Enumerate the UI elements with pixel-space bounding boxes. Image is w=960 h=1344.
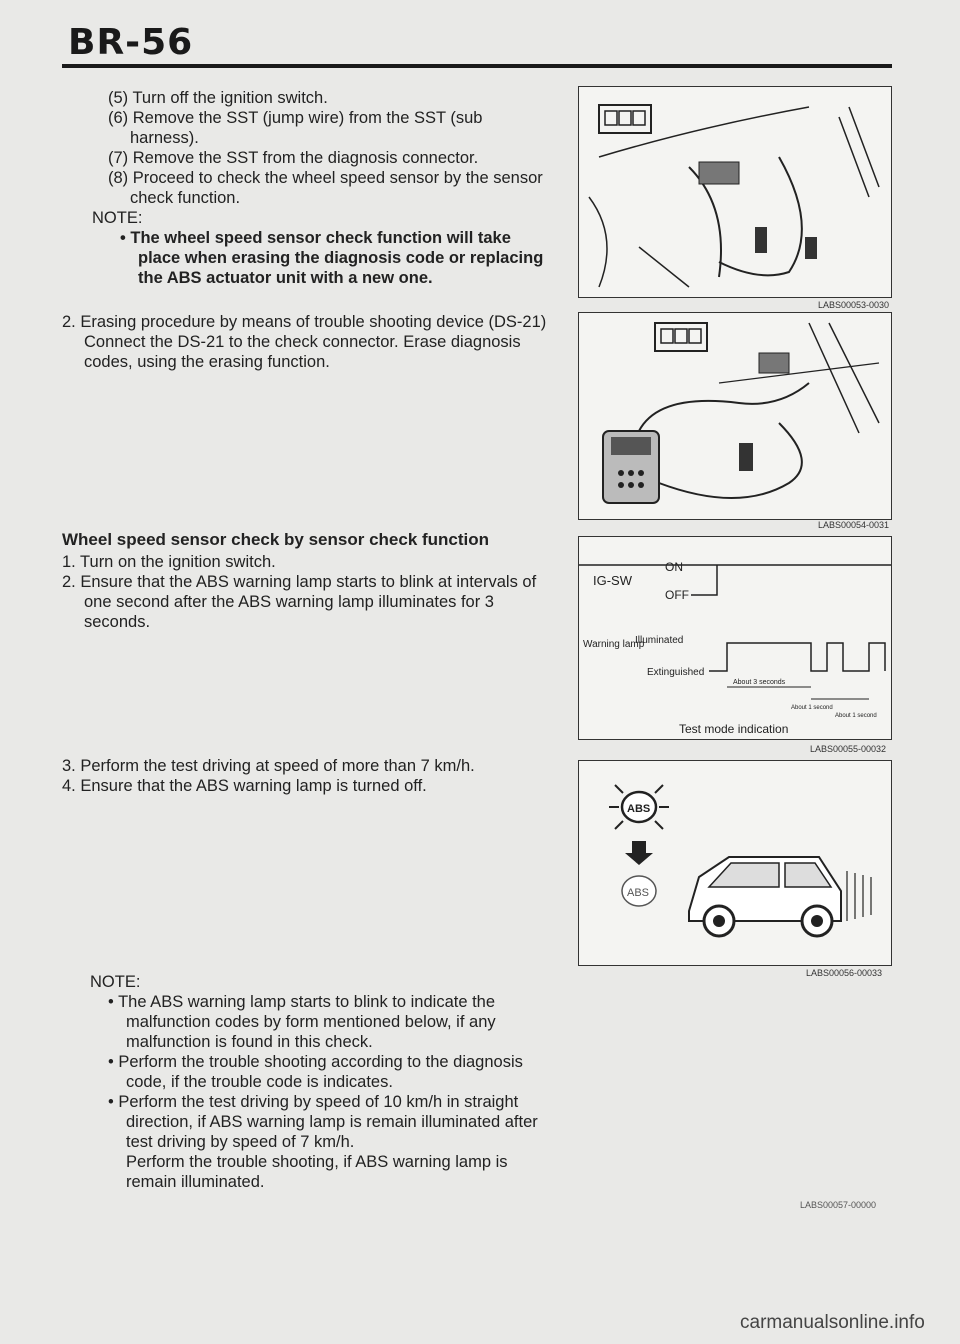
section-title: Wheel speed sensor check by sensor check function: [62, 530, 490, 549]
chart-warning-label: Warning lamp: [583, 639, 645, 650]
chart-about1b-label: About 1 second: [835, 713, 877, 719]
block1-text: [84, 88, 554, 288]
page-code: BR-56: [68, 22, 194, 63]
erasing-body: Connect the DS-21 to the check connector. Erase diagnosis codes, using the erasing function.: [84, 333, 521, 371]
note2-text-1: The ABS warning lamp starts to blink to indicate the malfunction codes by form mentioned below, if any malfunction is found in this check.: [118, 993, 496, 1051]
note2-bullet-2: • Perform the trouble shooting according to the diagnosis code, if the trouble code is indicates.: [108, 1053, 523, 1091]
warning-lamp-signal: [709, 643, 885, 671]
figure-4-code: LABS00056-00033: [806, 968, 883, 978]
check-step-2: 2. Ensure that the ABS warning lamp starts to blink at intervals of one second after the ABS warning lamp illuminates for 3 seconds.: [62, 573, 537, 631]
chart-about1a-label: About 1 second: [791, 705, 833, 711]
note-label-1: NOTE:: [92, 209, 143, 227]
section-steps: [62, 552, 548, 632]
header-rule: [62, 64, 892, 68]
note2-text-3: Perform the test driving by speed of 10 km/h in straight direction, if ABS warning lamp is remain illuminated after test driving by speed of 7 km/h.: [118, 1093, 538, 1151]
abs-off-icon: [622, 876, 656, 906]
chart-illuminated-label: Illuminated: [635, 635, 684, 646]
abs-lit-icon: [609, 785, 669, 829]
step-5: (5) Turn off the ignition switch.: [108, 89, 328, 107]
abs-lit-text: ABS: [627, 803, 651, 815]
block2-text: [62, 312, 548, 372]
figure-1-code: LABS00053-0030: [818, 300, 890, 310]
figure-2-code: LABS00054-0031: [818, 520, 890, 530]
note2-bullet-1: • The ABS warning lamp starts to blink to indicate the malfunction codes by form mentioned below, if any malfunction is found in this check.: [108, 993, 496, 1051]
igsw-signal: [691, 565, 717, 595]
arrow-down-icon: [625, 841, 653, 865]
car-icon: [689, 857, 871, 936]
chart-caption: Test mode indication: [679, 722, 789, 736]
abs-off-text: ABS: [627, 887, 650, 899]
chart-extinguished-label: Extinguished: [647, 667, 705, 678]
step-6: (6) Remove the SST (jump wire) from the SST (sub harness).: [108, 109, 483, 147]
chart-off-label: OFF: [665, 588, 689, 602]
watermark: carmanualsonline.info: [740, 1312, 925, 1333]
abs-lamp-car-illustration: [579, 761, 891, 965]
check-step-3: 3. Perform the test driving at speed of more than 7 km/h.: [62, 757, 475, 775]
erasing-heading: 2. Erasing procedure by means of trouble shooting device (DS-21): [62, 313, 547, 331]
note-bullet-1: • The wheel speed sensor check function will take place when erasing the diagnosis code or replacing the ABS actuator unit with a new one.: [120, 229, 544, 287]
step-8: (8) Proceed to check the wheel speed sensor by the sensor check function.: [108, 169, 543, 207]
chart-on-label: ON: [665, 560, 683, 574]
section-steps-2: [62, 756, 548, 796]
step-7: (7) Remove the SST from the diagnosis connector.: [108, 149, 479, 167]
ds21-tester-illustration: [579, 313, 891, 519]
figure-4-abs-lamp-car: [578, 760, 892, 966]
check-step-4: 4. Ensure that the ABS warning lamp is turned off.: [62, 777, 427, 795]
chart-about3-label: About 3 seconds: [733, 679, 786, 686]
dashboard-connector-illustration: [579, 87, 891, 297]
check-step-1: 1. Turn on the ignition switch.: [62, 553, 276, 571]
figure-3-code: LABS00055-00032: [810, 744, 887, 754]
footer-code: LABS00057-00000: [800, 1200, 877, 1210]
test-mode-timing-chart: [579, 537, 891, 739]
chart-igsw-label: IG-SW: [593, 573, 632, 588]
note2-text-2: Perform the trouble shooting according to the diagnosis code, if the trouble code is indicates.: [118, 1053, 523, 1091]
figure-1-dashboard-sst: [578, 86, 892, 298]
note2-extra: Perform the trouble shooting, if ABS warning lamp is remain illuminated.: [126, 1153, 508, 1191]
note-text-1: The wheel speed sensor check function will take place when erasing the diagnosis code or replacing the ABS actuator unit with a new one.: [130, 229, 544, 287]
figure-2-ds21-connection: [578, 312, 892, 520]
note2-block: [72, 972, 550, 1192]
note2-bullet-3: • Perform the test driving by speed of 10 km/h in straight direction, if ABS warning lamp is remain illuminated after test driving by speed of 7 km/h.: [108, 1093, 538, 1151]
note-label-2: NOTE:: [90, 973, 141, 991]
figure-3-timing-chart: [578, 536, 892, 740]
